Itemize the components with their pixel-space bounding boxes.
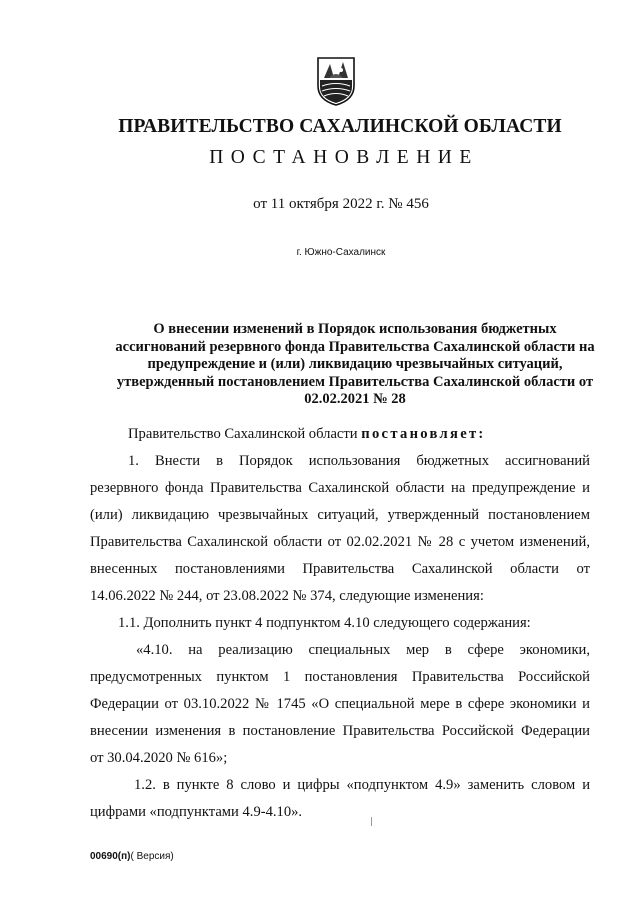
paragraph-1-line: (или) ликвидацию чрезвычайных ситуаций, утвержденный постановлением <box>90 507 590 523</box>
document-body <box>90 421 590 826</box>
paragraph-1-line: резервного фонда Правительства Сахалинской области на предупреждение и <box>90 480 590 496</box>
intro-prefix: Правительство Сахалинской области <box>128 426 358 442</box>
paragraph-1-line: внесенных постановлениями Правительства Сахалинской области от <box>90 561 590 577</box>
paragraph-1-2-line: 1.2. в пункте 8 слово и цифры «подпунктом 4.9» заменить словом и <box>134 777 590 793</box>
organization-name: ПРАВИТЕЛЬСТВО САХАЛИНСКОЙ ОБЛАСТИ <box>118 116 562 137</box>
title-line: О внесении изменений в Порядок использования бюджетных <box>153 321 557 337</box>
footer-code: 00690(п) <box>90 851 131 862</box>
title-line: ассигнований резервного фонда Правительства Сахалинской области на <box>115 338 595 355</box>
paragraph-1-2-line: цифрами «подпунктами 4.9-4.10». <box>90 804 303 820</box>
paragraph-1-line: Правительства Сахалинской области от 02.02.2021 № 28 с учетом изменений, <box>90 534 590 550</box>
quote-line: «4.10. на реализацию специальных мер в сфере экономики, <box>136 642 590 658</box>
document-type: ПОСТАНОВЛЕНИЕ <box>209 147 479 168</box>
intro-keyword: постановляет: <box>361 426 486 442</box>
paragraph-1-line: 1. Внести в Порядок использования бюджетных ассигнований <box>128 453 590 469</box>
quote-line: предусмотренных пунктом 1 постановления Правительства Российской <box>90 669 590 685</box>
paragraph-1-1: 1.1. Дополнить пункт 4 подпунктом 4.10 следующего содержания: <box>118 615 531 631</box>
title-line: 02.02.2021 № 28 <box>304 391 406 407</box>
title-line: предупреждение и (или) ликвидацию чрезвычайных ситуаций, <box>147 356 563 372</box>
document-title <box>110 321 600 409</box>
intro-line <box>90 421 590 448</box>
document-city: г. Южно-Сахалинск <box>296 247 386 258</box>
document-date-number: от 11 октября 2022 г. № 456 <box>253 196 429 212</box>
quote-line: внесении изменения в постановление Правительства Российской Федерации <box>90 723 590 739</box>
quote-line: Федерации от 03.10.2022 № 1745 «О специальной мере в сфере экономики и <box>90 696 590 712</box>
quote-line: от 30.04.2020 № 616»; <box>90 750 228 766</box>
sakhalin-coat-of-arms-icon <box>316 56 356 106</box>
footer-version <box>90 851 174 862</box>
footer-suffix: ( Версия) <box>130 851 174 862</box>
scan-mark <box>371 817 372 826</box>
paragraph-1-line: 14.06.2022 № 244, от 23.08.2022 № 374, следующие изменения: <box>90 588 484 604</box>
title-line: утвержденный постановлением Правительства Сахалинской области от <box>116 373 594 390</box>
